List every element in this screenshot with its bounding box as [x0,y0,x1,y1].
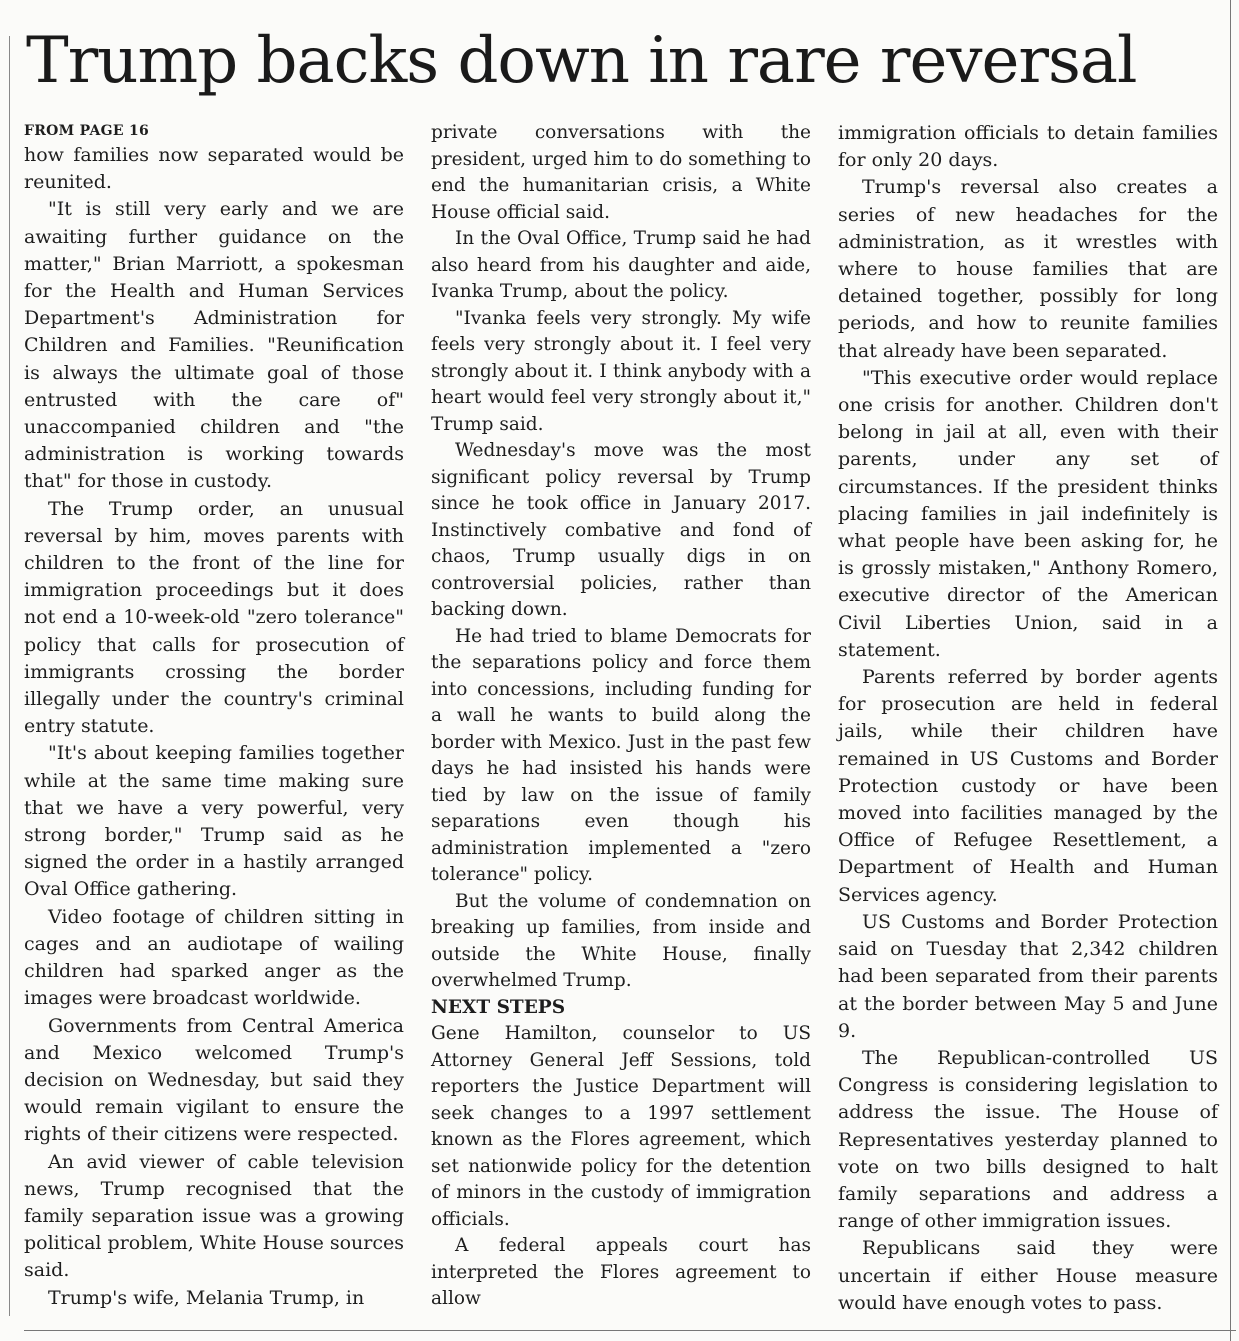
paragraph: But the volume of condemnation on breaking up families, from inside and outside the White House, finally overwhelmed Trump. [431,890,811,991]
paragraph: He had tried to blame Democrats for the separations policy and force them into concessions, including funding for a wall he wants to build along the border with Mexico. Just in the past few days he had insisted his hands were tied by law on the issue of family separations even though his administration implemented a "zero tolerance" policy. [431,625,811,885]
left-column-rule [9,36,10,1316]
paragraph: In the Oval Office, Trump said he had also heard from his daughter and aide, Ivanka Trump, about the policy. [431,228,811,302]
paragraph: An avid viewer of cable television news, Trump recognised that the family separation issue was a growing political problem, White House sources said. [24,1150,404,1282]
paragraph: "Ivanka feels very strongly. My wife feels very strongly about it. I feel very strongly about it. I think anybody with a heart would feel very strongly about it," Trump said. [431,307,811,435]
paragraph: Governments from Central America and Mexico welcomed Trump's decision on Wednesday, but said they would remain vigilant to ensure the rights of their citizens were respected. [24,1014,404,1146]
paragraph: "It's about keeping families together while at the same time making sure that we have a very powerful, very strong border," Trump said as he signed the order in a hastily arranged Oval Office gathering. [24,742,404,901]
kicker-from-page: FROM PAGE 16 [24,123,150,139]
paragraph: Gene Hamilton, counselor to US Attorney General Jeff Sessions, told reporters the Justice Department will seek changes to a 1997 settlement known as the Flores agreement, which set nationwide policy for the detention of minors in the custody of immigration officials. [431,1023,811,1230]
paragraph: The Trump order, an unusual reversal by him, moves parents with children to the front of the line for immigration proceedings but it does not end a 10-week-old "zero tolerance" policy that calls for prosecution of immigrants crossing the border illegally under the country's criminal entry statute. [24,497,404,738]
paragraph: "This executive order would replace one crisis for another. Children don't belong in jail at all, even with their parents, under any set of circumstances. If the president thinks placing families in jail indefinitely is what people have been asking for, he is grossly mistaken," Anthony Romero, executive director of the American Civil Liberties Union, said in a statement. [838,366,1218,661]
paragraph: A federal appeals court has interpreted the Flores agreement to allow [431,1235,811,1309]
right-page-rule [1230,0,1231,1341]
paragraph: private conversations with the president, urged him to do something to end the humanitarian crisis, a White House official said. [431,122,811,223]
paragraph: how families now separated would be reunited. [24,144,404,194]
bottom-page-rule [24,1330,1236,1331]
paragraph: Trump's wife, Melania Trump, in [48,1286,365,1309]
paragraph: "It is still very early and we are awaiting further guidance on the matter," Brian Marriott, a spokesman for the Health and Human Services Department's Administration for Children and Families. "Reunification is always the ultimate goal of those entrusted with the care of" unaccompanied children and "the administration is working towards that" for those in custody. [24,198,404,493]
paragraph: Trump's reversal also creates a series of new headaches for the administration, as it wrestles with where to house families that are detained together, possibly for long periods, and how to reunite families that already have been separated. [838,176,1218,362]
paragraph: The Republican-controlled US Congress is considering legislation to address the issue. The House of Representatives yesterday planned to vote on two bills designed to halt family separations and address a range of other immigration issues. [838,1046,1218,1233]
paragraph: Republicans said they were uncertain if either House measure would have enough votes to pass. [838,1237,1218,1314]
article-column-2 [431,120,811,1313]
article-column-1 [24,120,404,1312]
paragraph: Video footage of children sitting in cages and an audiotape of wailing children had sparked anger as the images were broadcast worldwide. [24,905,404,1010]
paragraph: US Customs and Border Protection said on Tuesday that 2,342 children had been separated from their parents at the border between May 5 and June 9. [838,910,1218,1042]
article-column-3 [838,120,1218,1317]
paragraph: Parents referred by border agents for prosecution are held in federal jails, while their children have remained in US Customs and Border Protection custody or have been moved into facilities managed by the Office of Refugee Resettlement, a Department of Health and Human Services agency. [838,666,1218,906]
headline: Trump backs down in rare reversal [26,24,1137,98]
subhead-next-steps: NEXT STEPS [431,996,566,1018]
paragraph: immigration officials to detain families for only 20 days. [838,122,1218,172]
paragraph: Wednesday's move was the most significant policy reversal by Trump since he took office in January 2017. Instinctively combative and fond of chaos, Trump usually digs in on controversial policies, rather than backing down. [431,440,811,620]
